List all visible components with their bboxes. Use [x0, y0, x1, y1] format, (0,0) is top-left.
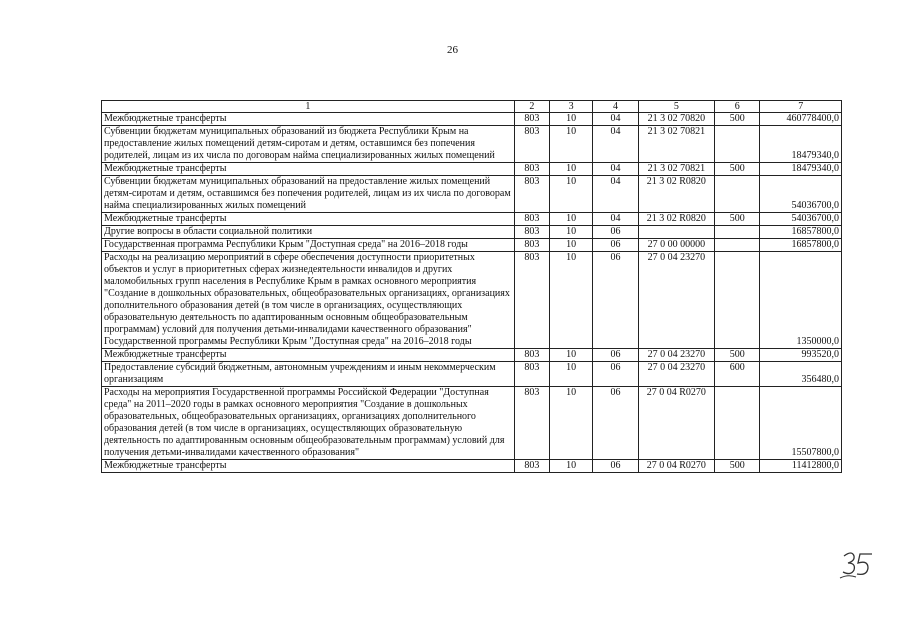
row-vr-code [715, 239, 760, 252]
row-amount: 54036700,0 [760, 176, 842, 213]
row-amount: 11412800,0 [760, 460, 842, 473]
row-rz-code: 10 [549, 362, 592, 387]
row-gr-code: 803 [514, 252, 549, 349]
row-description: Субвенции бюджетам муниципальных образований на предоставление жилых помещений детям-сиротам и детям, оставшимся без попечения родителей, лицам из их числа по договорам найма специализированных жилых помещений [102, 176, 515, 213]
row-vr-code [715, 126, 760, 163]
page-number: 26 [447, 44, 458, 56]
row-amount: 54036700,0 [760, 213, 842, 226]
row-description: Межбюджетные трансферты [102, 460, 515, 473]
row-vr-code: 500 [715, 213, 760, 226]
row-rz-code: 10 [549, 349, 592, 362]
row-pr-code: 04 [593, 213, 638, 226]
row-csr-code: 27 0 00 00000 [638, 239, 714, 252]
handwritten-mark [838, 548, 878, 580]
row-description: Другие вопросы в области социальной политики [102, 226, 515, 239]
table-row [102, 349, 842, 362]
row-description: Межбюджетные трансферты [102, 349, 515, 362]
row-rz-code: 10 [549, 213, 592, 226]
row-csr-code: 21 3 02 70821 [638, 126, 714, 163]
row-gr-code: 803 [514, 163, 549, 176]
row-pr-code: 04 [593, 163, 638, 176]
row-rz-code: 10 [549, 387, 592, 460]
row-pr-code: 06 [593, 239, 638, 252]
row-description: Межбюджетные трансферты [102, 163, 515, 176]
row-vr-code: 500 [715, 113, 760, 126]
row-description: Межбюджетные трансферты [102, 213, 515, 226]
table-row [102, 113, 842, 126]
row-description: Межбюджетные трансферты [102, 113, 515, 126]
row-csr-code: 27 0 04 23270 [638, 252, 714, 349]
column-header-7: 7 [760, 101, 842, 113]
table-row [102, 387, 842, 460]
row-description: Субвенции бюджетам муниципальных образований из бюджета Республики Крым на предоставление жилых помещений детям-сиротам и детям, оставшимся без попечения родителей, лицам из их числа по договорам найма специализированных жилых помещений [102, 126, 515, 163]
row-description: Государственная программа Республики Крым "Доступная среда" на 2016–2018 годы [102, 239, 515, 252]
row-amount: 460778400,0 [760, 113, 842, 126]
row-gr-code: 803 [514, 226, 549, 239]
row-pr-code: 04 [593, 176, 638, 213]
row-pr-code: 06 [593, 362, 638, 387]
row-vr-code: 500 [715, 163, 760, 176]
row-gr-code: 803 [514, 349, 549, 362]
row-vr-code: 500 [715, 460, 760, 473]
table-row [102, 362, 842, 387]
table-row [102, 460, 842, 473]
row-csr-code: 21 3 02 R0820 [638, 176, 714, 213]
row-gr-code: 803 [514, 176, 549, 213]
row-rz-code: 10 [549, 239, 592, 252]
row-gr-code: 803 [514, 387, 549, 460]
row-description: Предоставление субсидий бюджетным, автономным учреждениям и иным некоммерческим организациям [102, 362, 515, 387]
column-header-4: 4 [593, 101, 638, 113]
row-rz-code: 10 [549, 460, 592, 473]
row-rz-code: 10 [549, 252, 592, 349]
row-rz-code: 10 [549, 163, 592, 176]
column-header-3: 3 [549, 101, 592, 113]
column-header-5: 5 [638, 101, 714, 113]
row-amount: 16857800,0 [760, 239, 842, 252]
row-gr-code: 803 [514, 362, 549, 387]
row-description: Расходы на реализацию мероприятий в сфере обеспечения доступности приоритетных объектов и услуг в приоритетных сферах жизнедеятельности инвалидов и других маломобильных групп населения в Республике Крым в рамках основного мероприятия "Создание в дошкольных образовательных, общеобразовательных организациях, организациях дополнительного образования детей (в том числе в организациях, осуществляющих образовательную деятельность по адаптированным основным общеобразовательным программам) условий для получения детьми-инвалидами качественного образования" Государственной программы Республики Крым "Доступная среда" на 2016–2018 годы [102, 252, 515, 349]
row-vr-code: 600 [715, 362, 760, 387]
row-description: Расходы на мероприятия Государственной программы Российской Федерации "Доступная среда" на 2011–2020 годы в рамках основного мероприятия "Создание в дошкольных образовательных, общеобразовательных организациях, организациях дополнительного образования детей (в том числе в организациях, осуществляющих образовательную деятельность по адаптированным основным общеобразовательным программам) условий для получения детьми-инвалидами качественного образования" [102, 387, 515, 460]
row-gr-code: 803 [514, 213, 549, 226]
column-header-1: 1 [102, 101, 515, 113]
row-gr-code: 803 [514, 126, 549, 163]
row-pr-code: 06 [593, 460, 638, 473]
row-csr-code: 27 0 04 R0270 [638, 460, 714, 473]
row-csr-code: 21 3 02 70820 [638, 113, 714, 126]
row-csr-code: 27 0 04 R0270 [638, 387, 714, 460]
row-amount: 993520,0 [760, 349, 842, 362]
row-gr-code: 803 [514, 460, 549, 473]
row-pr-code: 04 [593, 113, 638, 126]
row-rz-code: 10 [549, 113, 592, 126]
row-pr-code: 04 [593, 126, 638, 163]
row-vr-code: 500 [715, 349, 760, 362]
table-row [102, 213, 842, 226]
row-gr-code: 803 [514, 239, 549, 252]
row-csr-code: 21 3 02 R0820 [638, 213, 714, 226]
budget-table [101, 100, 842, 473]
row-amount: 1350000,0 [760, 252, 842, 349]
row-rz-code: 10 [549, 126, 592, 163]
row-pr-code: 06 [593, 387, 638, 460]
row-csr-code: 27 0 04 23270 [638, 349, 714, 362]
header-row [102, 101, 842, 113]
row-rz-code: 10 [549, 226, 592, 239]
column-header-6: 6 [715, 101, 760, 113]
row-gr-code: 803 [514, 113, 549, 126]
row-amount: 16857800,0 [760, 226, 842, 239]
row-amount: 18479340,0 [760, 163, 842, 176]
row-csr-code: 21 3 02 70821 [638, 163, 714, 176]
row-csr-code [638, 226, 714, 239]
row-csr-code: 27 0 04 23270 [638, 362, 714, 387]
table-row [102, 239, 842, 252]
column-header-2: 2 [514, 101, 549, 113]
row-amount: 15507800,0 [760, 387, 842, 460]
table-row [102, 163, 842, 176]
row-vr-code [715, 252, 760, 349]
row-amount: 356480,0 [760, 362, 842, 387]
row-vr-code [715, 226, 760, 239]
table-row [102, 126, 842, 163]
row-vr-code [715, 176, 760, 213]
row-pr-code: 06 [593, 226, 638, 239]
table-row [102, 252, 842, 349]
row-rz-code: 10 [549, 176, 592, 213]
row-vr-code [715, 387, 760, 460]
row-pr-code: 06 [593, 349, 638, 362]
row-amount: 18479340,0 [760, 126, 842, 163]
table-row [102, 226, 842, 239]
table-row [102, 176, 842, 213]
row-pr-code: 06 [593, 252, 638, 349]
